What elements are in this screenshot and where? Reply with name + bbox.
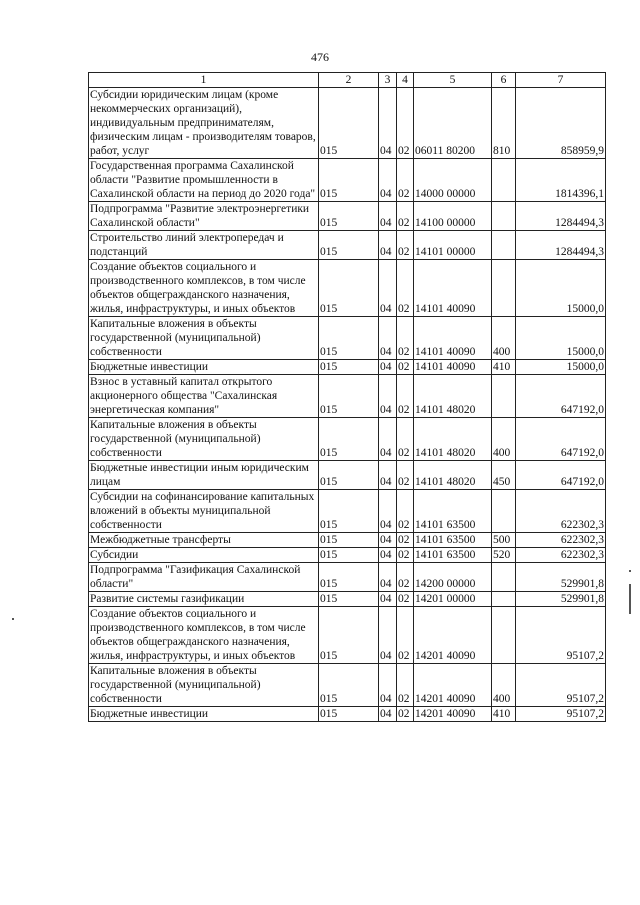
row-expense-type: [492, 607, 516, 664]
column-header: 5: [414, 73, 492, 88]
row-subsection: 02: [397, 707, 414, 722]
row-name: Субсидии на софинансирование капитальных вложений в объекты муниципальной собственности: [89, 490, 319, 533]
row-name: Развитие системы газификации: [89, 592, 319, 607]
row-target: 14101 40090: [414, 360, 492, 375]
table-row: [89, 202, 606, 231]
row-expense-type: 520: [492, 548, 516, 563]
row-subsection: 02: [397, 260, 414, 317]
row-amount: 647192,0: [516, 375, 606, 418]
table-row: [89, 461, 606, 490]
row-target: 14101 48020: [414, 375, 492, 418]
table-row: [89, 490, 606, 533]
scan-mark: [12, 618, 14, 620]
row-target: 06011 80200: [414, 88, 492, 159]
table-header-row: [89, 73, 606, 88]
row-subsection: 02: [397, 360, 414, 375]
table-row: [89, 317, 606, 360]
row-section: 04: [379, 592, 397, 607]
row-ministry: 015: [319, 375, 379, 418]
row-ministry: 015: [319, 317, 379, 360]
row-section: 04: [379, 231, 397, 260]
row-target: 14101 63500: [414, 548, 492, 563]
row-subsection: 02: [397, 563, 414, 592]
row-ministry: 015: [319, 88, 379, 159]
row-target: 14200 00000: [414, 563, 492, 592]
row-section: 04: [379, 563, 397, 592]
row-target: 14100 00000: [414, 202, 492, 231]
row-expense-type: [492, 202, 516, 231]
row-expense-type: 410: [492, 707, 516, 722]
scan-mark: [629, 570, 631, 572]
column-header: 7: [516, 73, 606, 88]
row-name: Бюджетные инвестиции: [89, 360, 319, 375]
row-amount: 95107,2: [516, 607, 606, 664]
row-amount: 529901,8: [516, 563, 606, 592]
row-expense-type: [492, 260, 516, 317]
row-ministry: 015: [319, 418, 379, 461]
row-expense-type: 500: [492, 533, 516, 548]
row-amount: 15000,0: [516, 317, 606, 360]
row-amount: 1814396,1: [516, 159, 606, 202]
row-name: Субсидии: [89, 548, 319, 563]
row-subsection: 02: [397, 664, 414, 707]
row-section: 04: [379, 490, 397, 533]
row-target: 14101 48020: [414, 461, 492, 490]
table-row: [89, 360, 606, 375]
row-name: Бюджетные инвестиции иным юридическим лицам: [89, 461, 319, 490]
row-expense-type: [492, 592, 516, 607]
row-amount: 95107,2: [516, 707, 606, 722]
row-subsection: 02: [397, 461, 414, 490]
page-number: 476: [311, 50, 329, 64]
row-subsection: 02: [397, 533, 414, 548]
row-ministry: 015: [319, 202, 379, 231]
row-section: 04: [379, 375, 397, 418]
row-section: 04: [379, 607, 397, 664]
row-name: Взнос в уставный капитал открытого акционерного общества "Сахалинская энергетическая компания": [89, 375, 319, 418]
table-row: [89, 664, 606, 707]
row-expense-type: [492, 231, 516, 260]
row-ministry: 015: [319, 707, 379, 722]
row-expense-type: [492, 490, 516, 533]
row-target: 14201 00000: [414, 592, 492, 607]
row-name: Подпрограмма "Газификация Сахалинской области": [89, 563, 319, 592]
row-subsection: 02: [397, 88, 414, 159]
row-target: 14101 40090: [414, 317, 492, 360]
row-ministry: 015: [319, 231, 379, 260]
table-row: [89, 375, 606, 418]
row-ministry: 015: [319, 563, 379, 592]
table-row: [89, 563, 606, 592]
row-subsection: 02: [397, 607, 414, 664]
row-amount: 858959,9: [516, 88, 606, 159]
table-row: [89, 533, 606, 548]
row-subsection: 02: [397, 490, 414, 533]
row-expense-type: [492, 563, 516, 592]
row-section: 04: [379, 260, 397, 317]
row-expense-type: 400: [492, 664, 516, 707]
row-section: 04: [379, 533, 397, 548]
row-amount: 1284494,3: [516, 202, 606, 231]
row-section: 04: [379, 461, 397, 490]
row-expense-type: 410: [492, 360, 516, 375]
row-subsection: 02: [397, 231, 414, 260]
table-row: [89, 592, 606, 607]
row-ministry: 015: [319, 159, 379, 202]
budget-table: [88, 72, 606, 722]
row-ministry: 015: [319, 664, 379, 707]
row-target: 14201 40090: [414, 607, 492, 664]
row-section: 04: [379, 707, 397, 722]
row-name: Государственная программа Сахалинской области "Развитие промышленности в Сахалинской области на период до 2020 года": [89, 159, 319, 202]
table-row: [89, 707, 606, 722]
table-row: [89, 607, 606, 664]
row-section: 04: [379, 664, 397, 707]
row-name: Создание объектов социального и производственного комплексов, в том числе объектов общегражданского назначения, жилья, инфраструктуры, и иных объектов: [89, 607, 319, 664]
column-header: 6: [492, 73, 516, 88]
row-name: Капитальные вложения в объекты государственной (муниципальной) собственности: [89, 664, 319, 707]
row-name: Подпрограмма "Развитие электроэнергетики Сахалинской области": [89, 202, 319, 231]
row-section: 04: [379, 418, 397, 461]
row-name: Субсидии юридическим лицам (кроме некоммерческих организаций), индивидуальным предпринимателям, физическим лицам - производителям товаров, работ, услуг: [89, 88, 319, 159]
row-section: 04: [379, 159, 397, 202]
table-row: [89, 260, 606, 317]
row-ministry: 015: [319, 360, 379, 375]
row-amount: 15000,0: [516, 260, 606, 317]
row-name: Межбюджетные трансферты: [89, 533, 319, 548]
row-ministry: 015: [319, 592, 379, 607]
row-expense-type: 400: [492, 317, 516, 360]
scan-mark: [629, 584, 631, 614]
row-section: 04: [379, 548, 397, 563]
row-name: Капитальные вложения в объекты государственной (муниципальной) собственности: [89, 418, 319, 461]
row-amount: 622302,3: [516, 533, 606, 548]
row-target: 14201 40090: [414, 707, 492, 722]
row-subsection: 02: [397, 548, 414, 563]
row-target: 14101 63500: [414, 533, 492, 548]
column-header: 4: [397, 73, 414, 88]
row-amount: 622302,3: [516, 490, 606, 533]
row-amount: 622302,3: [516, 548, 606, 563]
row-subsection: 02: [397, 375, 414, 418]
row-section: 04: [379, 317, 397, 360]
row-amount: 1284494,3: [516, 231, 606, 260]
row-amount: 529901,8: [516, 592, 606, 607]
row-section: 04: [379, 202, 397, 231]
row-target: 14101 40090: [414, 260, 492, 317]
row-target: 14201 40090: [414, 664, 492, 707]
row-name: Создание объектов социального и производственного комплексов, в том числе объектов общегражданского назначения, жилья, инфраструктуры, и иных объектов: [89, 260, 319, 317]
row-ministry: 015: [319, 461, 379, 490]
row-ministry: 015: [319, 260, 379, 317]
table-row: [89, 159, 606, 202]
row-name: Строительство линий электропередач и подстанций: [89, 231, 319, 260]
table-row: [89, 418, 606, 461]
row-amount: 647192,0: [516, 461, 606, 490]
row-expense-type: 400: [492, 418, 516, 461]
row-expense-type: 450: [492, 461, 516, 490]
row-amount: 15000,0: [516, 360, 606, 375]
row-target: 14101 63500: [414, 490, 492, 533]
row-section: 04: [379, 360, 397, 375]
row-amount: 647192,0: [516, 418, 606, 461]
row-expense-type: [492, 375, 516, 418]
row-ministry: 015: [319, 490, 379, 533]
row-target: 14101 48020: [414, 418, 492, 461]
row-section: 04: [379, 88, 397, 159]
table-row: [89, 548, 606, 563]
row-target: 14101 00000: [414, 231, 492, 260]
row-ministry: 015: [319, 548, 379, 563]
row-subsection: 02: [397, 592, 414, 607]
table-row: [89, 88, 606, 159]
row-expense-type: [492, 159, 516, 202]
row-amount: 95107,2: [516, 664, 606, 707]
row-subsection: 02: [397, 202, 414, 231]
row-subsection: 02: [397, 418, 414, 461]
column-header: 1: [89, 73, 319, 88]
row-name: Капитальные вложения в объекты государственной (муниципальной) собственности: [89, 317, 319, 360]
row-subsection: 02: [397, 317, 414, 360]
row-ministry: 015: [319, 533, 379, 548]
row-target: 14000 00000: [414, 159, 492, 202]
row-name: Бюджетные инвестиции: [89, 707, 319, 722]
table-row: [89, 231, 606, 260]
column-header: 3: [379, 73, 397, 88]
row-subsection: 02: [397, 159, 414, 202]
column-header: 2: [319, 73, 379, 88]
row-ministry: 015: [319, 607, 379, 664]
row-expense-type: 810: [492, 88, 516, 159]
